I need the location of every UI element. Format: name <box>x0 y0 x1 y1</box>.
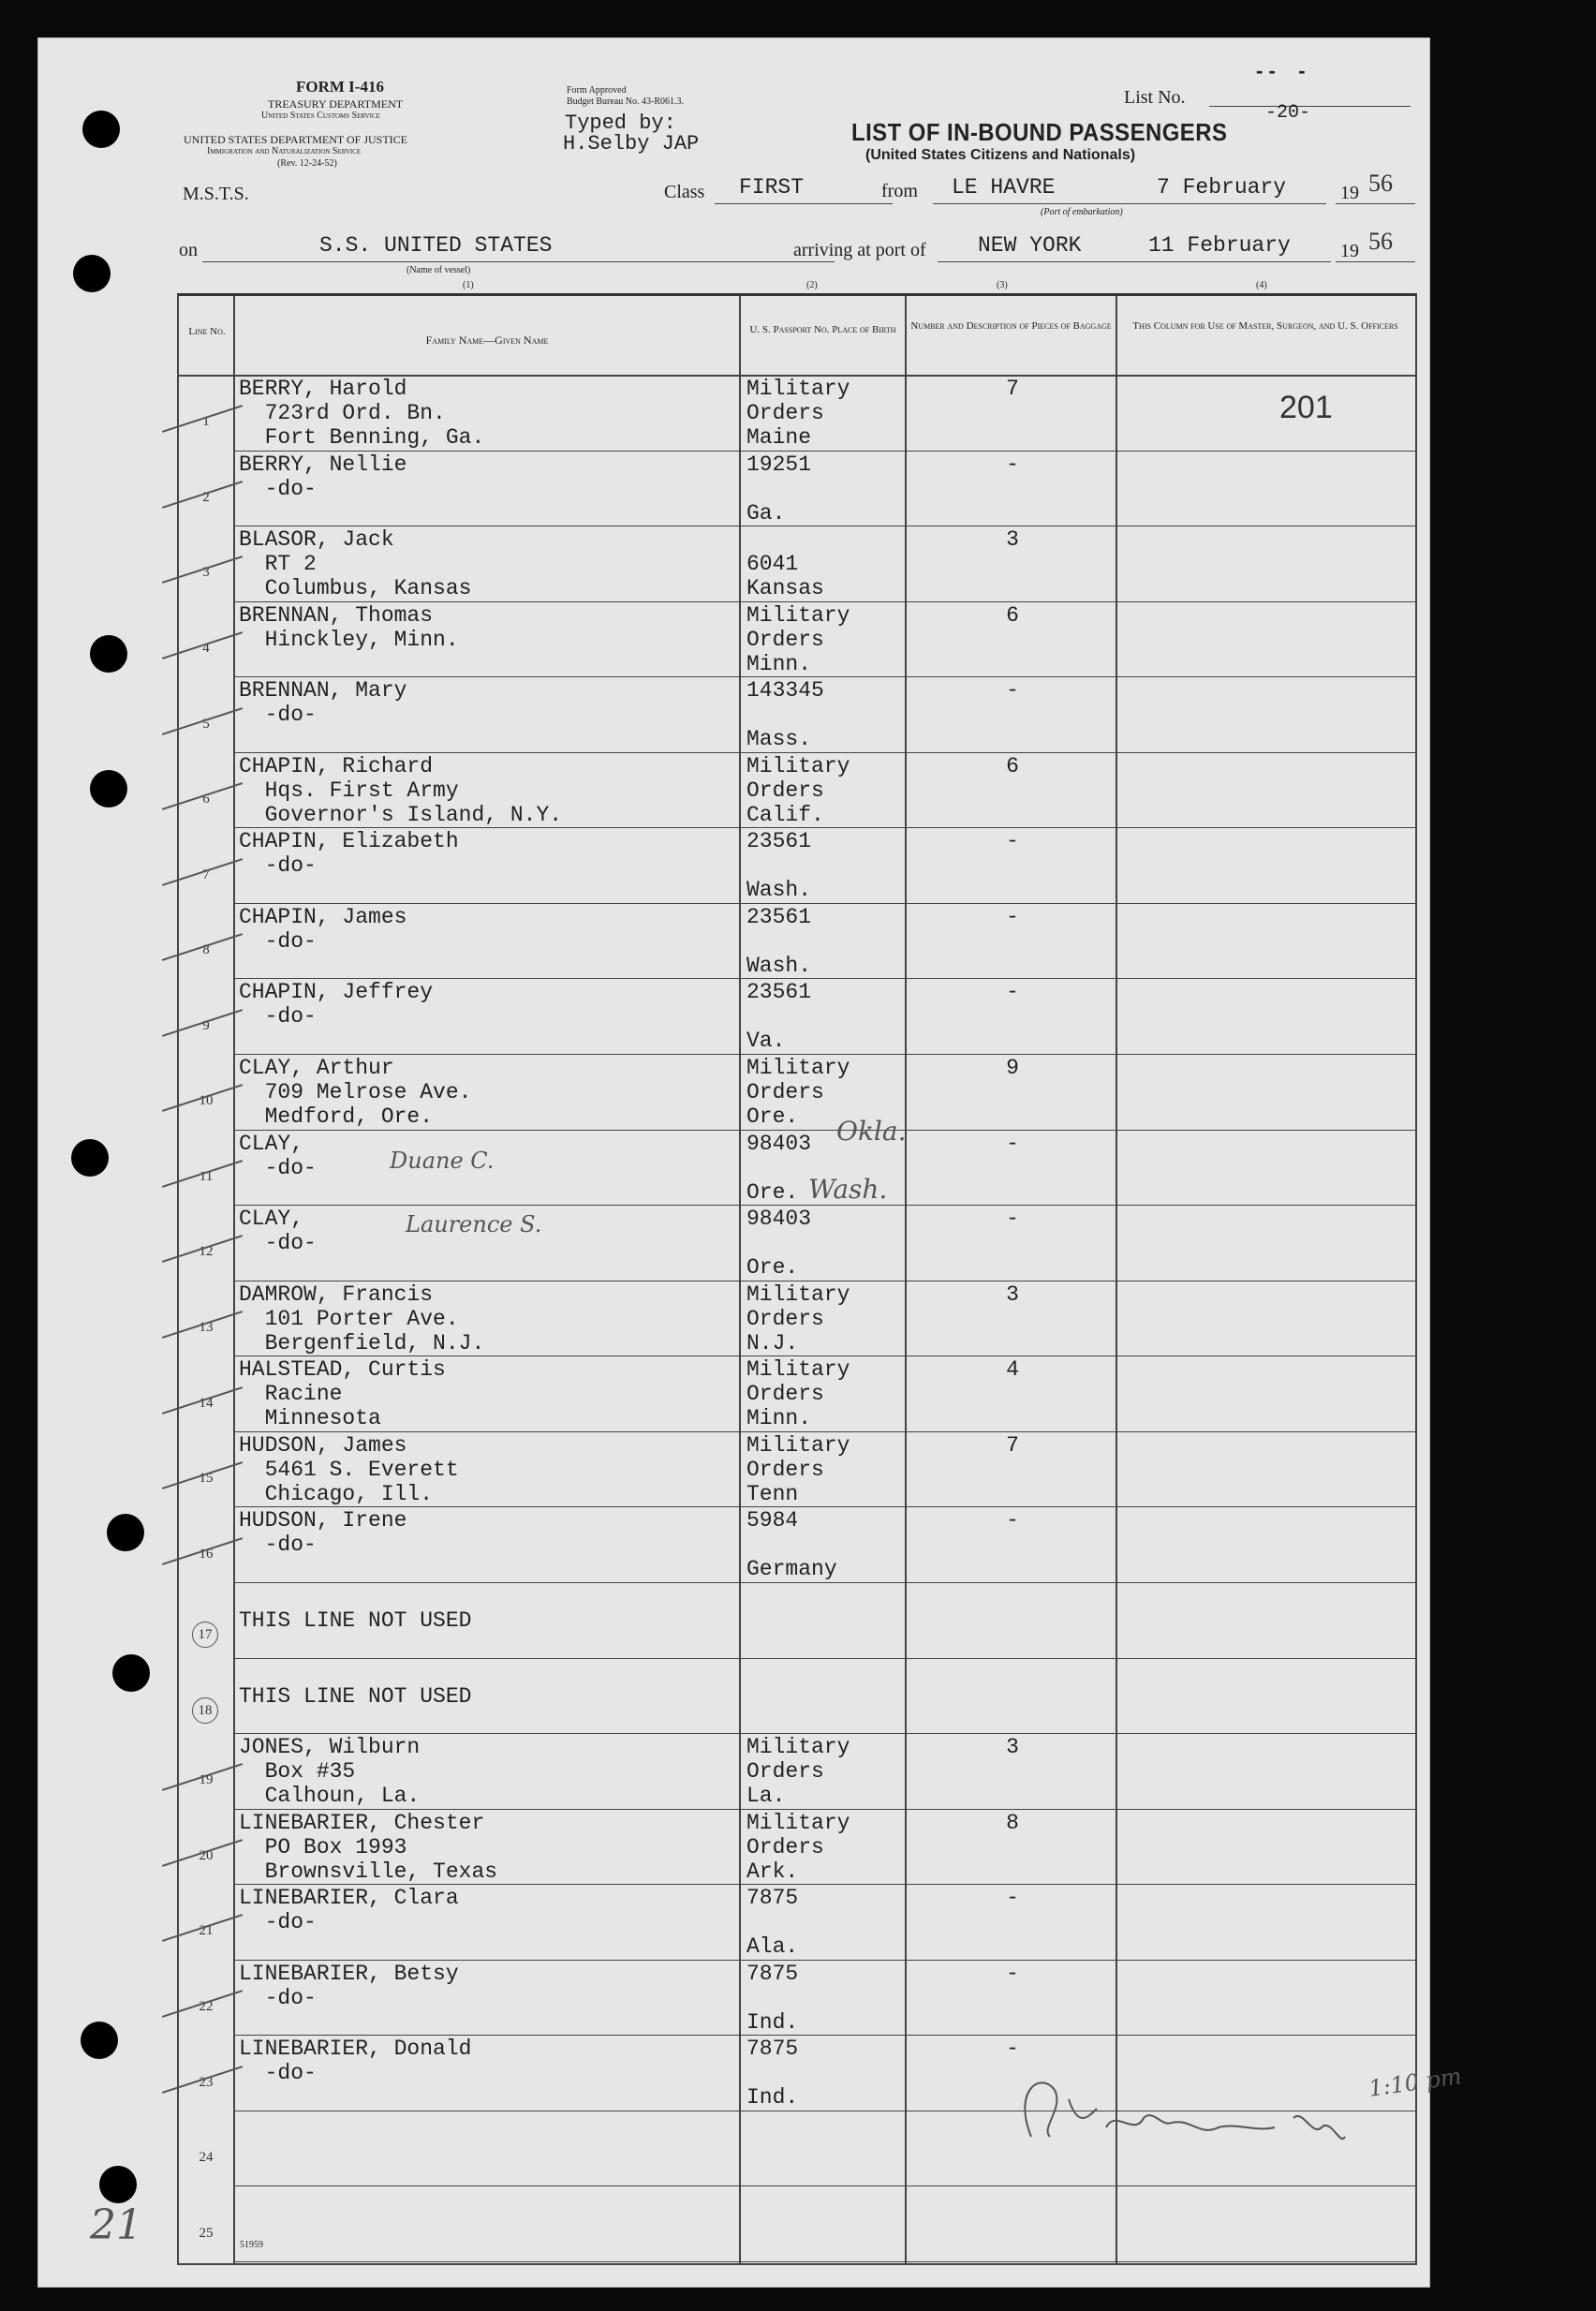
binder-hole <box>73 255 111 292</box>
from-port: LE HAVRE <box>952 175 1056 200</box>
column-3-number: (3) <box>997 280 1008 290</box>
officer-signature <box>975 2052 1415 2165</box>
arrival-year: 56 <box>1368 228 1393 255</box>
binder-hole <box>90 635 127 673</box>
baggage-count: 3 <box>1006 1735 1019 1760</box>
line-number: 14 <box>199 1395 214 1411</box>
table-row <box>179 1886 1415 1962</box>
table-row <box>179 905 1415 981</box>
passenger-name: THIS LINE NOT USED <box>239 1607 472 1633</box>
passport-birthplace: 6041 Kansas <box>746 552 824 601</box>
arrival-year-prefix: 19 <box>1340 241 1359 261</box>
line-number: 22 <box>199 1999 214 2015</box>
line-number: 12 <box>199 1244 214 1260</box>
passenger-name: HALSTEAD, Curtis Racine Minnesota <box>239 1357 446 1431</box>
passenger-name: CHAPIN, Richard Hqs. First Army Governor's Island, N.Y. <box>239 753 563 827</box>
passport-birthplace: 19251 Ga. <box>746 452 812 526</box>
table-row <box>179 527 1415 603</box>
revision-date: (Rev. 12-24-52) <box>277 158 337 169</box>
officer-mark: 201 <box>1279 390 1333 425</box>
vessel-name: S.S. UNITED STATES <box>319 233 553 258</box>
line-number: 3 <box>202 565 210 581</box>
embarkation-caption: (Port of embarkation) <box>1041 207 1123 217</box>
table-row <box>179 829 1415 905</box>
table-row <box>179 1207 1415 1282</box>
justice-department: UNITED STATES DEPARTMENT OF JUSTICE <box>184 133 408 146</box>
embark-year-prefix: 19 <box>1340 183 1359 203</box>
immigration-service: Immigration and Naturalization Service <box>207 146 362 156</box>
passenger-name: CLAY, -do- <box>239 1131 317 1180</box>
table-row <box>179 678 1415 754</box>
header-officers: This Column for Use of Master, Surgeon, and U. S. Officers <box>1132 320 1398 332</box>
form-number: FORM I-416 <box>296 78 384 96</box>
baggage-count: 3 <box>1006 1281 1019 1307</box>
table-row <box>179 1584 1415 1660</box>
from-label: from <box>881 181 918 201</box>
typed-by-value: H.Selby JAP <box>563 132 700 156</box>
table-body <box>179 377 1415 2263</box>
passport-birthplace: 23561 Wash. <box>746 904 812 978</box>
line-number: 11 <box>199 1168 214 1184</box>
baggage-count: - <box>1006 904 1019 929</box>
line-number: 8 <box>202 942 210 958</box>
passenger-name: BERRY, Nellie -do- <box>239 452 407 501</box>
table-row <box>179 452 1415 528</box>
binder-hole <box>81 2022 118 2059</box>
passenger-name: JONES, Wilburn Box #35 Calhoun, La. <box>239 1735 421 1809</box>
customs-service: United States Customs Service <box>261 111 380 121</box>
baggage-count: - <box>1006 2037 1019 2062</box>
passenger-name: CHAPIN, Elizabeth -do- <box>239 829 459 879</box>
line-number: 21 <box>199 1923 214 1939</box>
list-no-value: -20- <box>1265 102 1311 124</box>
header-line-no: Line No. <box>188 326 226 337</box>
column-2-number: (2) <box>806 280 818 290</box>
baggage-count: - <box>1006 678 1019 704</box>
passenger-name: LINEBARIER, Donald -do- <box>239 2037 472 2086</box>
column-1-number: (1) <box>463 280 474 290</box>
handwritten-okla: Okla. <box>836 1116 907 1147</box>
passenger-name: HUDSON, James 5461 S. Everett Chicago, Ill. <box>239 1432 459 1506</box>
passenger-name: BRENNAN, Mary -do- <box>239 678 407 728</box>
table-row <box>179 1660 1415 1736</box>
line-number: 20 <box>199 1847 214 1863</box>
passport-birthplace: Military Orders Calif. <box>746 753 850 827</box>
passport-birthplace: Military Orders Minn. <box>746 602 850 676</box>
passenger-name: LINEBARIER, Betsy -do- <box>239 1961 459 2010</box>
baggage-count: - <box>1006 1886 1019 1911</box>
passenger-name: CHAPIN, Jeffrey -do- <box>239 980 434 1030</box>
passport-birthplace: Military Orders N.J. <box>746 1281 850 1355</box>
passport-birthplace: 5984 Germany <box>746 1508 837 1582</box>
passport-birthplace: Military Orders Minn. <box>746 1357 850 1431</box>
table-row <box>179 754 1415 830</box>
table-row <box>179 377 1415 452</box>
baggage-count: 9 <box>1006 1056 1019 1081</box>
page-subtitle: (United States Citizens and Nationals) <box>865 147 1136 163</box>
line-number: 24 <box>199 2150 214 2166</box>
page-title: LIST OF IN-BOUND PASSENGERS <box>851 118 1228 146</box>
passport-birthplace: Military Orders Maine <box>746 377 850 450</box>
arrival-port: NEW YORK <box>978 233 1082 258</box>
passenger-name: LINEBARIER, Clara -do- <box>239 1886 459 1935</box>
binder-hole <box>90 770 127 807</box>
passenger-name: HUDSON, Irene -do- <box>239 1508 407 1558</box>
binder-hole <box>99 2166 137 2203</box>
table-row <box>179 1282 1415 1358</box>
passport-birthplace: 143345 Mass. <box>746 678 824 752</box>
baggage-count: 8 <box>1006 1810 1019 1835</box>
passport-birthplace: Military Orders Ore. <box>746 1056 850 1130</box>
baggage-count: 6 <box>1006 753 1019 778</box>
line-number: 18 <box>192 1697 218 1724</box>
handwritten-duane: Duane C. <box>390 1148 495 1174</box>
passport-birthplace: 98403 Ore. <box>746 1131 812 1205</box>
table-row <box>179 1357 1415 1433</box>
baggage-count: 6 <box>1006 602 1019 628</box>
passenger-name: DAMROW, Francis 101 Porter Ave. Bergenfield, N.J. <box>239 1281 485 1355</box>
baggage-count: 7 <box>1006 1432 1019 1458</box>
line-number: 16 <box>199 1546 214 1562</box>
passport-birthplace: Military Orders Ark. <box>746 1810 850 1884</box>
baggage-count: - <box>1006 452 1019 477</box>
header-name: Family Name—Given Name <box>425 333 549 347</box>
msts-label: M.S.T.S. <box>183 184 249 204</box>
line-number: 19 <box>199 1772 214 1788</box>
line-number: 17 <box>192 1622 218 1648</box>
table-row <box>179 1433 1415 1509</box>
passport-birthplace: 23561 Wash. <box>746 829 812 903</box>
line-number: 5 <box>202 716 210 732</box>
passport-birthplace: 98403 Ore. <box>746 1207 812 1281</box>
baggage-count: - <box>1006 1131 1019 1156</box>
table-row <box>179 1962 1415 2037</box>
passenger-name: BLASOR, Jack RT 2 Columbus, Kansas <box>239 527 472 601</box>
embark-date: 7 February <box>1157 175 1287 200</box>
table-row <box>179 1056 1415 1132</box>
table-row <box>179 1132 1415 1207</box>
handwritten-wash: Wash. <box>808 1174 888 1205</box>
line-number: 7 <box>202 867 210 882</box>
binder-hole <box>107 1514 144 1551</box>
line-number: 1 <box>202 414 210 430</box>
passport-birthplace: 7875 Ala. <box>746 1886 799 1960</box>
table-row <box>179 603 1415 679</box>
baggage-count: - <box>1006 1207 1019 1232</box>
header-passport: U. S. Passport No. Place of Birth <box>749 324 896 335</box>
passenger-name: CLAY, -do- <box>239 1207 317 1256</box>
line-number: 15 <box>199 1471 214 1487</box>
arrival-date: 11 February <box>1148 233 1291 258</box>
vessel-caption: (Name of vessel) <box>406 265 471 275</box>
line-number: 10 <box>199 1093 214 1109</box>
list-no-label: List No. <box>1124 87 1186 108</box>
passport-birthplace: Military Orders Tenn <box>746 1432 850 1506</box>
line-number: 9 <box>202 1017 210 1033</box>
baggage-count: - <box>1006 980 1019 1005</box>
line-number: 23 <box>199 2074 214 2090</box>
manifest-sheet: FORM I-416 TREASURY DEPARTMENT United States Customs Service UNITED STATES DEPARTMENT OF JUSTICE Immigration and Naturalization Service (Rev. 12-24-52) Form Approved Budget Bureau No. 43-R061.3. Typed by: H.Selby JAP List No. -20- - - - LIST OF IN-BOUND PASSENGERS (United States Citizens and Nationals) M.S.T.S. Class FIRST from LE HAVRE 7 February 19 56 (Port of embarkation) on S.S. UNITED STATES (Name of vessel) arriving at port of NEW YORK 11 February 19 56 (1) (2) (3) (4) Line No. Family Name—Given Name U. S. Passport No. Place of Birth Number and Description of Pieces of Baggage This Column for Use of Master, Surgeon, and U. S. Officers 1 BERRY, Harold 723rd Ord. Bn. Fort Benning, Ga. Military Orders Maine 7 2 BERRY, Nellie -do- 19251 Ga. - 3 BLASOR, Jack RT 2 Columbus, Kansas 6041 Kansas 3 4 BRENNAN, Thomas Hinckley, Minn. Military Orders Minn. 6 5 BRENNAN, Mary -do- 143345 Mass. - 6 CHAPIN, Richard Hqs. First Army Governor's Island, N.Y. Military Orders Calif. 6 7 CHAPIN, Elizabeth -do- 23561 Wash. - 8 CHAPIN, James -do- 23561 Wash. - 9 CHAPIN, Jeffrey -do- 23561 Va. - 10 CLAY, Arthur 709 Melrose Ave. Medford, Ore. Military Orders Ore. 9 11 CLAY, -do- 98403 Ore. - 12 CLAY, -do- 98403 Ore. - 13 DAMROW, Francis 101 Porter Ave. Bergenfield, N.J. Military Orders N.J. 3 14 HALSTEAD, Curtis Racine Minnesota Military Orders Minn. 4 15 HUDSON, James 5461 S. Everett Chicago, Ill. Military Orders Tenn 7 16 HUDSON, Irene -do- 5984 Germany - 17 THIS LINE NOT USED 18 THIS LINE NOT USED 19 JONES, Wilburn Box #35 Calhoun, La. Military Orders La. 3 20 LINEBARIER, Chester PO Box 1993 Brownsville, Texas Military Orders Ark. 8 21 LINEBARIER, Clara -do- 7875 Ala. - 22 LINEBARIER, Betsy -do- 7875 Ind. - 23 LINEBARIER, Donald -do- 7875 Ind. - 24 25 201 Okla. Duane C. Wash. Laurence S. 1:10 pm 51959 <box>37 37 1430 2288</box>
handwritten-time: 1:10 pm <box>1367 2063 1464 2102</box>
print-code: 51959 <box>240 2240 263 2250</box>
line-number: 25 <box>199 2225 214 2241</box>
table-row <box>179 1735 1415 1811</box>
binder-hole <box>112 1654 150 1692</box>
corner-mark: 21 <box>90 2201 142 2249</box>
handwritten-laurence: Laurence S. <box>406 1211 542 1237</box>
typed-by-label: Typed by: <box>565 111 676 135</box>
passport-birthplace: 23561 Va. <box>746 980 812 1054</box>
table-row <box>179 2187 1415 2263</box>
baggage-count: 4 <box>1006 1357 1019 1383</box>
form-approved: Form Approved <box>567 85 627 96</box>
passenger-name: THIS LINE NOT USED <box>239 1683 472 1709</box>
passenger-name: LINEBARIER, Chester PO Box 1993 Brownsville, Texas <box>239 1810 498 1884</box>
arriving-label: arriving at port of <box>793 240 926 260</box>
on-label: on <box>179 240 198 260</box>
baggage-count: - <box>1006 1961 1019 1986</box>
header-baggage: Number and Description of Pieces of Baggage <box>910 320 1112 332</box>
passport-birthplace: 7875 Ind. <box>746 1961 799 2035</box>
baggage-count: 3 <box>1006 527 1019 553</box>
binder-hole <box>71 1139 109 1177</box>
baggage-count: - <box>1006 1508 1019 1533</box>
passenger-name: CHAPIN, James -do- <box>239 904 407 954</box>
class-label: Class <box>664 182 705 202</box>
binder-hole <box>82 111 120 148</box>
table-row <box>179 980 1415 1056</box>
passenger-name: BRENNAN, Thomas Hinckley, Minn. <box>239 602 459 652</box>
passenger-name: BERRY, Harold 723rd Ord. Bn. Fort Benning, Ga. <box>239 377 485 450</box>
line-number: 13 <box>199 1319 214 1335</box>
baggage-count: - <box>1006 829 1019 854</box>
embark-year: 56 <box>1368 170 1393 197</box>
passenger-name: CLAY, Arthur 709 Melrose Ave. Medford, Ore. <box>239 1056 472 1130</box>
baggage-count: 7 <box>1006 377 1019 401</box>
treasury-department: TREASURY DEPARTMENT <box>268 97 404 111</box>
table-row <box>179 1811 1415 1887</box>
class-value: FIRST <box>739 175 805 200</box>
passport-birthplace: Military Orders La. <box>746 1735 850 1809</box>
passenger-table <box>177 293 1417 2265</box>
table-row <box>179 1508 1415 1584</box>
line-number: 4 <box>202 640 210 656</box>
line-number: 6 <box>202 792 210 807</box>
line-number: 2 <box>202 489 210 505</box>
passport-birthplace: 7875 Ind. <box>746 2037 799 2111</box>
column-4-number: (4) <box>1256 280 1267 290</box>
budget-bureau: Budget Bureau No. 43-R061.3. <box>567 96 684 107</box>
